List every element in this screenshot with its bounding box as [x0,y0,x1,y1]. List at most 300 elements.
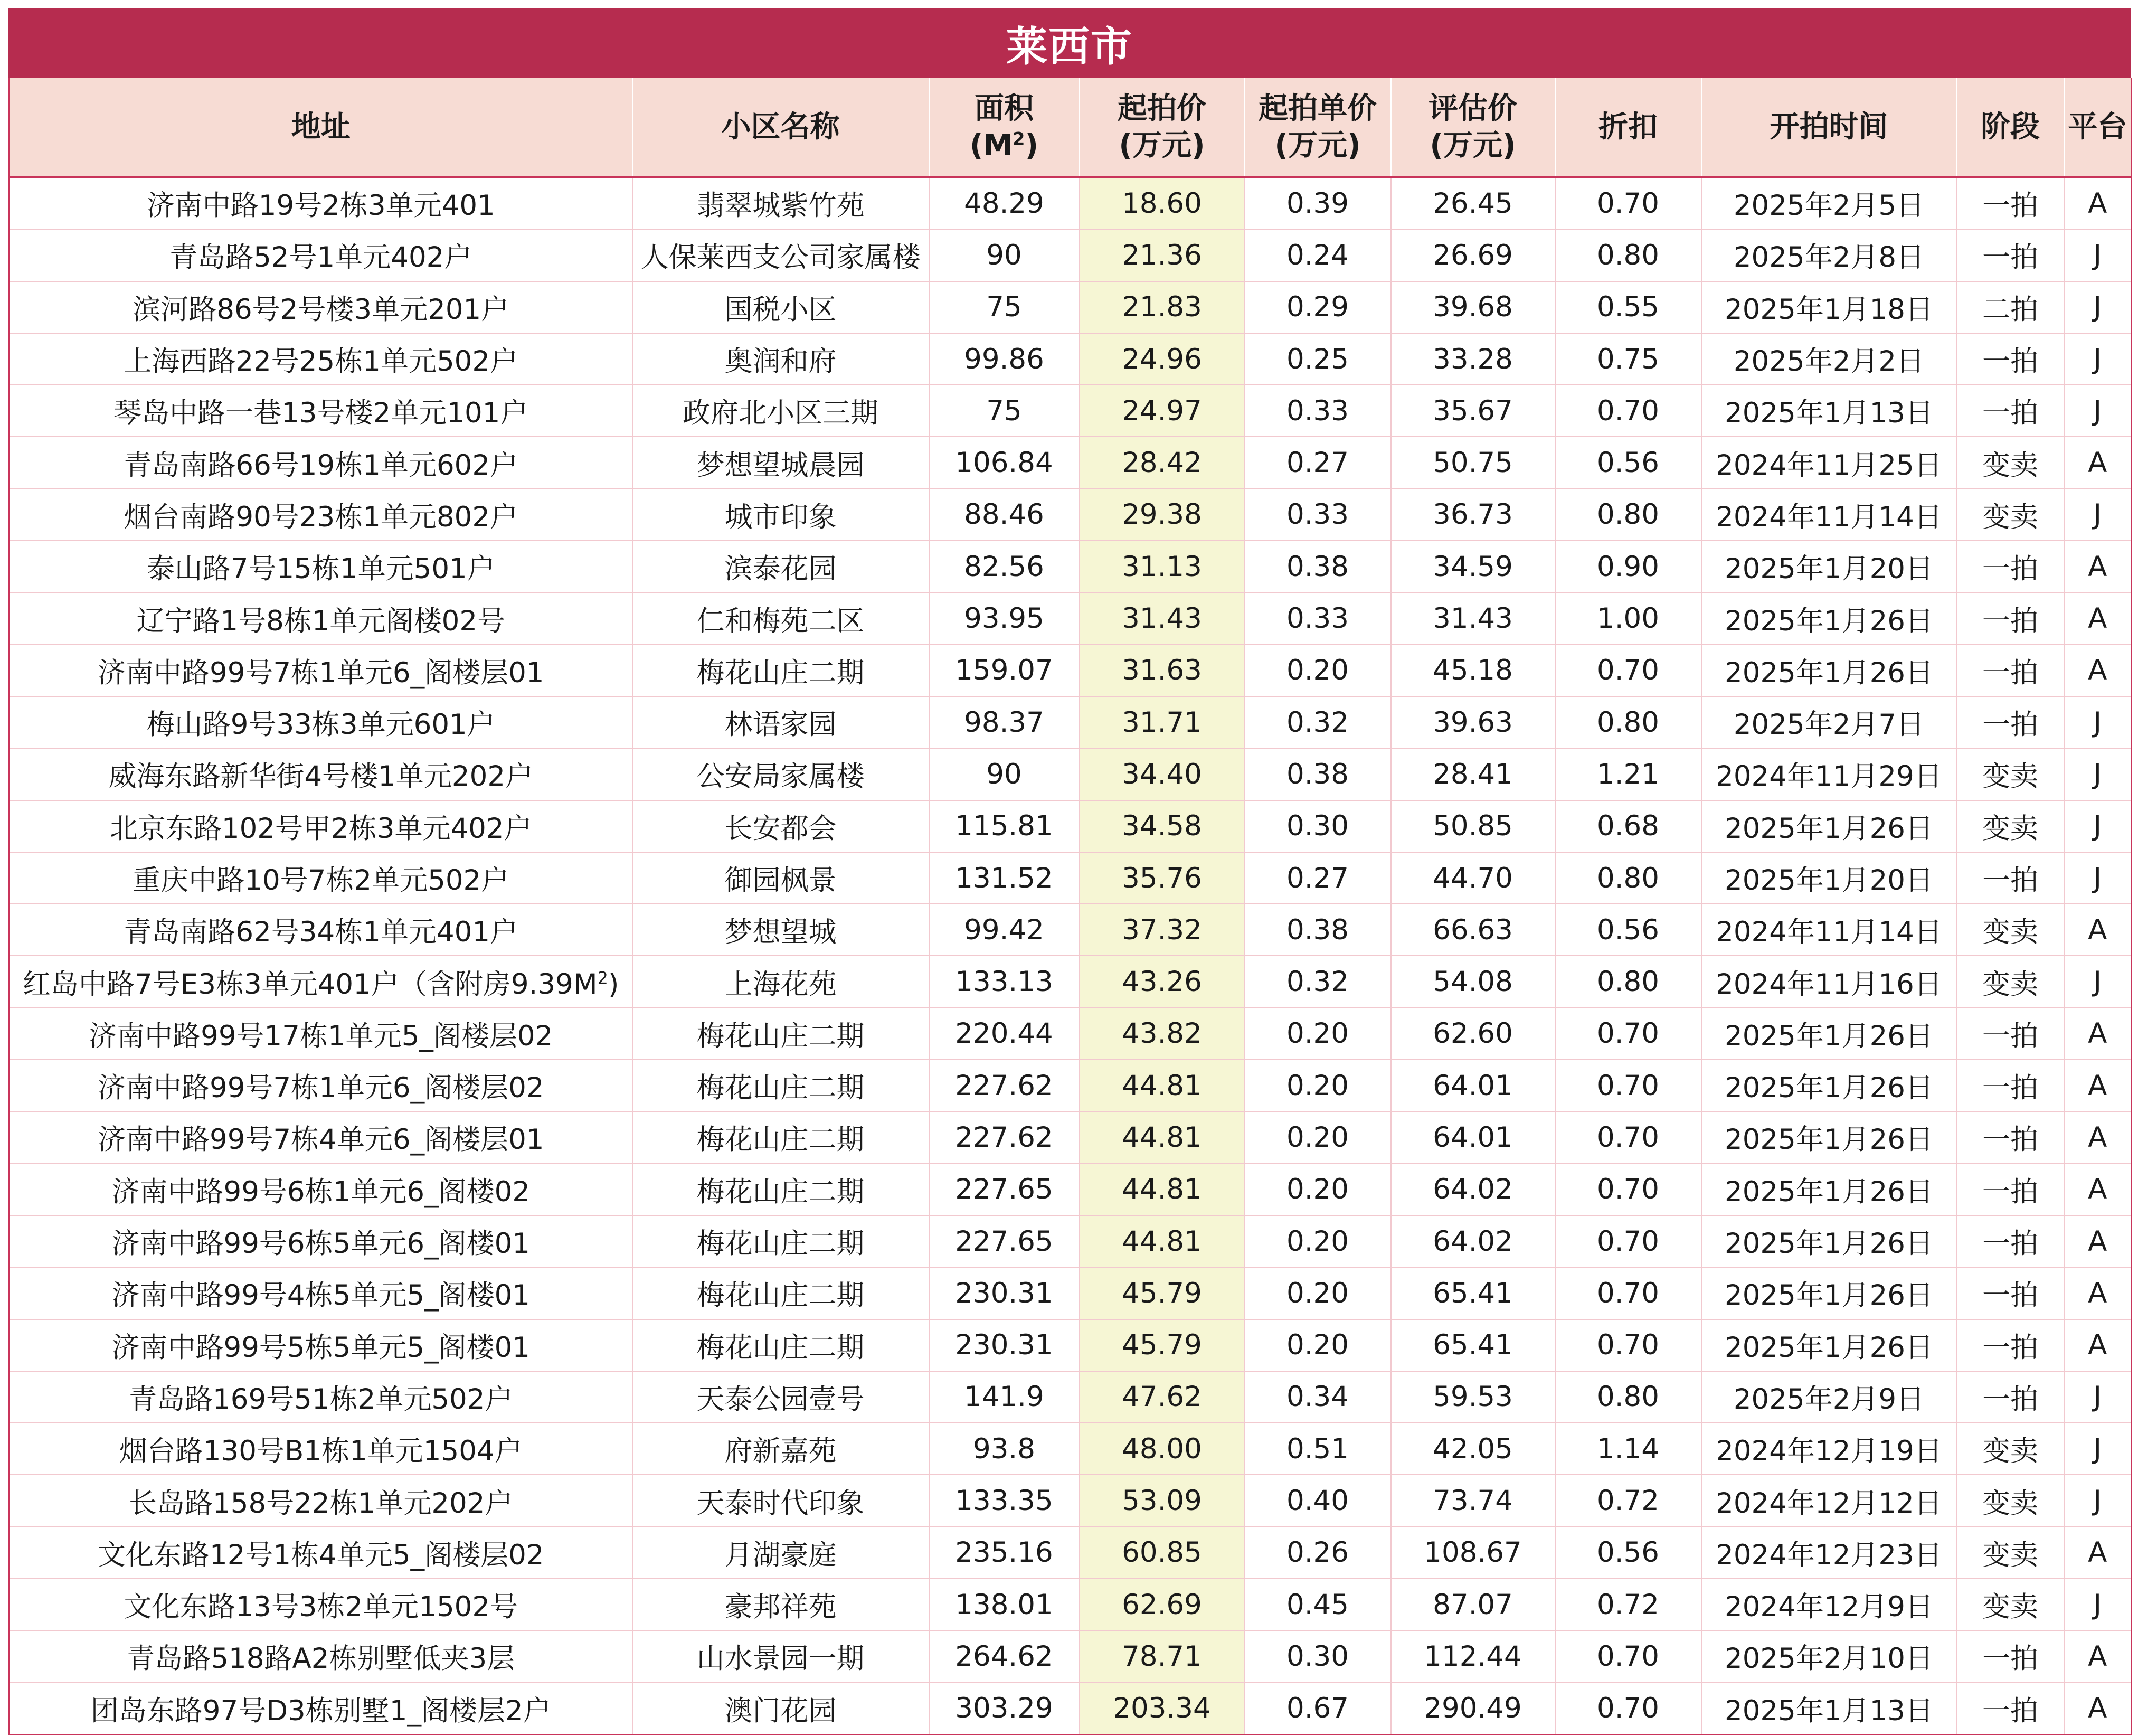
cell-address: 青岛路169号51栋2单元502户 [10,1371,632,1423]
cell-unit-price: 0.38 [1245,748,1391,800]
cell-address: 济南中路99号6栋5单元6_阁楼01 [10,1215,632,1267]
cell-platform: A [2064,1008,2132,1060]
cell-start-time: 2025年2月8日 [1701,229,1957,281]
cell-stage: 一拍 [1957,1630,2064,1682]
cell-area: 220.44 [929,1008,1080,1060]
cell-community: 梅花山庄二期 [632,1215,929,1267]
cell-platform: J [2064,800,2132,852]
header-unit-price-unit: (万元) [1274,128,1361,163]
cell-stage: 一拍 [1957,592,2064,644]
cell-community: 御园枫景 [632,852,929,904]
cell-stage: 一拍 [1957,1319,2064,1371]
cell-platform: A [2064,541,2132,592]
table-row [10,1579,2132,1630]
cell-start-time: 2025年1月13日 [1701,1683,1957,1735]
cell-discount: 0.72 [1555,1579,1701,1630]
cell-community: 澳门花园 [632,1683,929,1735]
cell-address: 威海东路新华街4号楼1单元202户 [10,748,632,800]
cell-platform: J [2064,748,2132,800]
cell-stage: 一拍 [1957,696,2064,748]
cell-stage: 变卖 [1957,904,2064,956]
cell-community: 翡翠城紫竹苑 [632,177,929,230]
table-row [10,333,2132,385]
table-row [10,177,2132,230]
cell-platform: A [2064,1319,2132,1371]
cell-start-price: 60.85 [1080,1527,1245,1579]
cell-unit-price: 0.38 [1245,904,1391,956]
cell-start-price: 31.13 [1080,541,1245,592]
cell-discount: 0.72 [1555,1475,1701,1526]
cell-unit-price: 0.20 [1245,1008,1391,1060]
cell-eval-price: 28.41 [1391,748,1555,800]
cell-address: 辽宁路1号8栋1单元阁楼02号 [10,592,632,644]
cell-platform: A [2064,1683,2132,1735]
table-row [10,852,2132,904]
cell-eval-price: 26.45 [1391,177,1555,230]
cell-discount: 0.70 [1555,1319,1701,1371]
cell-area: 99.42 [929,904,1080,956]
cell-start-price: 24.96 [1080,333,1245,385]
cell-eval-price: 50.85 [1391,800,1555,852]
cell-platform: A [2064,1267,2132,1319]
cell-eval-price: 59.53 [1391,1371,1555,1423]
cell-area: 88.46 [929,489,1080,541]
cell-start-time: 2025年1月26日 [1701,1060,1957,1111]
cell-unit-price: 0.27 [1245,852,1391,904]
cell-area: 90 [929,229,1080,281]
cell-start-time: 2025年1月26日 [1701,1267,1957,1319]
cell-address: 青岛南路62号34栋1单元401户 [10,904,632,956]
cell-eval-price: 108.67 [1391,1527,1555,1579]
cell-community: 天泰公园壹号 [632,1371,929,1423]
cell-discount: 1.14 [1555,1423,1701,1475]
cell-discount: 0.56 [1555,904,1701,956]
cell-unit-price: 0.32 [1245,696,1391,748]
cell-discount: 0.56 [1555,1527,1701,1579]
cell-eval-price: 36.73 [1391,489,1555,541]
cell-start-price: 21.83 [1080,281,1245,333]
cell-start-time: 2025年1月26日 [1701,1111,1957,1163]
cell-area: 227.65 [929,1164,1080,1215]
cell-start-price: 44.81 [1080,1164,1245,1215]
cell-address: 琴岛中路一巷13号楼2单元101户 [10,385,632,437]
cell-community: 梅花山庄二期 [632,1164,929,1215]
auction-table [8,78,2132,1735]
cell-area: 99.86 [929,333,1080,385]
cell-area: 141.9 [929,1371,1080,1423]
cell-start-price: 44.81 [1080,1060,1245,1111]
cell-address: 泰山路7号15栋1单元501户 [10,541,632,592]
cell-area: 82.56 [929,541,1080,592]
cell-discount: 0.56 [1555,437,1701,488]
cell-start-price: 62.69 [1080,1579,1245,1630]
cell-area: 230.31 [929,1319,1080,1371]
cell-area: 131.52 [929,852,1080,904]
cell-unit-price: 0.20 [1245,1164,1391,1215]
cell-address: 烟台路130号B1栋1单元1504户 [10,1423,632,1475]
cell-address: 长岛路158号22栋1单元202户 [10,1475,632,1526]
sheet-title: 莱西市 [8,8,2131,78]
table-row [10,1267,2132,1319]
cell-start-time: 2025年1月20日 [1701,541,1957,592]
cell-start-time: 2025年1月13日 [1701,385,1957,437]
cell-community: 仁和梅苑二区 [632,592,929,644]
cell-start-time: 2024年12月19日 [1701,1423,1957,1475]
cell-unit-price: 0.20 [1245,1060,1391,1111]
cell-start-time: 2025年2月7日 [1701,696,1957,748]
cell-platform: A [2064,904,2132,956]
cell-area: 133.13 [929,956,1080,1007]
cell-eval-price: 42.05 [1391,1423,1555,1475]
cell-platform: J [2064,333,2132,385]
cell-area: 159.07 [929,645,1080,696]
cell-area: 230.31 [929,1267,1080,1319]
cell-stage: 一拍 [1957,645,2064,696]
cell-stage: 一拍 [1957,177,2064,230]
cell-address: 济南中路99号6栋1单元6_阁楼02 [10,1164,632,1215]
cell-start-time: 2025年2月2日 [1701,333,1957,385]
cell-unit-price: 0.25 [1245,333,1391,385]
cell-start-time: 2025年1月20日 [1701,852,1957,904]
cell-platform: J [2064,956,2132,1007]
table-row [10,1319,2132,1371]
cell-unit-price: 0.40 [1245,1475,1391,1526]
cell-community: 梅花山庄二期 [632,1267,929,1319]
cell-eval-price: 62.60 [1391,1008,1555,1060]
cell-start-time: 2025年1月26日 [1701,1215,1957,1267]
cell-platform: A [2064,645,2132,696]
cell-address: 青岛南路66号19栋1单元602户 [10,437,632,488]
cell-start-time: 2024年11月14日 [1701,904,1957,956]
cell-discount: 0.80 [1555,852,1701,904]
cell-community: 月湖豪庭 [632,1527,929,1579]
cell-start-price: 35.76 [1080,852,1245,904]
cell-discount: 0.55 [1555,281,1701,333]
auction-table-sheet [8,8,2131,1735]
cell-community: 梅花山庄二期 [632,1060,929,1111]
cell-discount: 0.70 [1555,645,1701,696]
header-eval-price-unit: (万元) [1430,128,1516,163]
cell-start-time: 2024年11月16日 [1701,956,1957,1007]
cell-unit-price: 0.33 [1245,489,1391,541]
cell-area: 48.29 [929,177,1080,230]
cell-unit-price: 0.33 [1245,385,1391,437]
cell-discount: 0.70 [1555,385,1701,437]
cell-platform: J [2064,696,2132,748]
table-row [10,592,2132,644]
cell-area: 93.8 [929,1423,1080,1475]
cell-platform: A [2064,1527,2132,1579]
table-row [10,541,2132,592]
header-discount: 折扣 [1555,78,1701,177]
table-row [10,1060,2132,1111]
cell-unit-price: 0.45 [1245,1579,1391,1630]
cell-start-time: 2025年1月18日 [1701,281,1957,333]
cell-start-price: 78.71 [1080,1630,1245,1682]
cell-platform: J [2064,385,2132,437]
cell-discount: 0.80 [1555,1371,1701,1423]
cell-start-price: 34.40 [1080,748,1245,800]
cell-community: 梅花山庄二期 [632,645,929,696]
cell-community: 政府北小区三期 [632,385,929,437]
table-row [10,1371,2132,1423]
table-row [10,437,2132,488]
header-community: 小区名称 [632,78,929,177]
cell-community: 滨泰花园 [632,541,929,592]
cell-eval-price: 33.28 [1391,333,1555,385]
cell-unit-price: 0.26 [1245,1527,1391,1579]
cell-discount: 0.70 [1555,1111,1701,1163]
cell-unit-price: 0.20 [1245,1215,1391,1267]
cell-eval-price: 64.01 [1391,1111,1555,1163]
cell-start-time: 2024年12月23日 [1701,1527,1957,1579]
cell-start-price: 203.34 [1080,1683,1245,1735]
cell-start-time: 2024年11月25日 [1701,437,1957,488]
table-row [10,904,2132,956]
header-start-price: 起拍价 (万元) [1080,78,1245,177]
cell-eval-price: 290.49 [1391,1683,1555,1735]
table-row [10,1215,2132,1267]
cell-community: 公安局家属楼 [632,748,929,800]
cell-eval-price: 45.18 [1391,645,1555,696]
cell-eval-price: 31.43 [1391,592,1555,644]
cell-platform: J [2064,281,2132,333]
cell-stage: 一拍 [1957,1371,2064,1423]
cell-start-price: 37.32 [1080,904,1245,956]
cell-area: 75 [929,281,1080,333]
cell-area: 133.35 [929,1475,1080,1526]
cell-address: 滨河路86号2号楼3单元201户 [10,281,632,333]
cell-start-price: 45.79 [1080,1267,1245,1319]
cell-address: 济南中路99号17栋1单元5_阁楼层02 [10,1008,632,1060]
cell-community: 梦想望城 [632,904,929,956]
table-row [10,489,2132,541]
table-header [10,78,2132,177]
cell-platform: A [2064,1164,2132,1215]
cell-discount: 0.80 [1555,489,1701,541]
cell-start-time: 2025年1月26日 [1701,1319,1957,1371]
cell-address: 文化东路12号1栋4单元5_阁楼层02 [10,1527,632,1579]
cell-eval-price: 39.68 [1391,281,1555,333]
cell-eval-price: 26.69 [1391,229,1555,281]
cell-start-time: 2025年2月10日 [1701,1630,1957,1682]
header-row [10,78,2132,177]
cell-start-time: 2025年1月26日 [1701,592,1957,644]
table-row [10,1475,2132,1526]
table-row [10,385,2132,437]
cell-area: 75 [929,385,1080,437]
cell-platform: A [2064,177,2132,230]
cell-stage: 一拍 [1957,385,2064,437]
cell-area: 115.81 [929,800,1080,852]
table-row [10,696,2132,748]
table-row [10,1630,2132,1682]
cell-community: 国税小区 [632,281,929,333]
cell-eval-price: 39.63 [1391,696,1555,748]
cell-start-price: 43.82 [1080,1008,1245,1060]
cell-eval-price: 44.70 [1391,852,1555,904]
cell-unit-price: 0.29 [1245,281,1391,333]
cell-address: 青岛路518路A2栋别墅低夹3层 [10,1630,632,1682]
cell-eval-price: 64.02 [1391,1215,1555,1267]
cell-unit-price: 0.20 [1245,1111,1391,1163]
cell-discount: 0.75 [1555,333,1701,385]
table-row [10,1423,2132,1475]
cell-unit-price: 0.27 [1245,437,1391,488]
cell-eval-price: 64.02 [1391,1164,1555,1215]
cell-stage: 变卖 [1957,956,2064,1007]
cell-stage: 变卖 [1957,1579,2064,1630]
cell-address: 重庆中路10号7栋2单元502户 [10,852,632,904]
header-address: 地址 [10,78,632,177]
cell-area: 93.95 [929,592,1080,644]
cell-eval-price: 50.75 [1391,437,1555,488]
cell-address: 济南中路99号5栋5单元5_阁楼01 [10,1319,632,1371]
cell-community: 山水景园一期 [632,1630,929,1682]
cell-start-time: 2024年11月14日 [1701,489,1957,541]
cell-community: 奥润和府 [632,333,929,385]
cell-platform: J [2064,1423,2132,1475]
cell-area: 303.29 [929,1683,1080,1735]
cell-start-time: 2025年1月26日 [1701,645,1957,696]
cell-discount: 0.70 [1555,177,1701,230]
table-row [10,1527,2132,1579]
cell-start-price: 47.62 [1080,1371,1245,1423]
cell-area: 235.16 [929,1527,1080,1579]
cell-discount: 0.80 [1555,696,1701,748]
cell-community: 梦想望城晨园 [632,437,929,488]
cell-discount: 1.00 [1555,592,1701,644]
cell-start-time: 2025年1月26日 [1701,800,1957,852]
cell-platform: A [2064,1111,2132,1163]
cell-start-price: 31.43 [1080,592,1245,644]
cell-discount: 0.70 [1555,1164,1701,1215]
cell-eval-price: 65.41 [1391,1267,1555,1319]
cell-community: 天泰时代印象 [632,1475,929,1526]
cell-platform: J [2064,1475,2132,1526]
table-row [10,800,2132,852]
table-row [10,1008,2132,1060]
cell-address: 梅山路9号33栋3单元601户 [10,696,632,748]
cell-platform: J [2064,1371,2132,1423]
cell-unit-price: 0.30 [1245,1630,1391,1682]
cell-address: 文化东路13号3栋2单元1502号 [10,1579,632,1630]
cell-discount: 0.70 [1555,1630,1701,1682]
table-row [10,645,2132,696]
cell-eval-price: 54.08 [1391,956,1555,1007]
cell-platform: J [2064,1579,2132,1630]
header-start-time: 开拍时间 [1701,78,1957,177]
cell-community: 梅花山庄二期 [632,1008,929,1060]
cell-start-time: 2024年12月12日 [1701,1475,1957,1526]
cell-area: 227.62 [929,1060,1080,1111]
cell-stage: 二拍 [1957,281,2064,333]
cell-stage: 一拍 [1957,541,2064,592]
cell-area: 227.62 [929,1111,1080,1163]
cell-start-price: 44.81 [1080,1215,1245,1267]
cell-stage: 变卖 [1957,1475,2064,1526]
cell-eval-price: 112.44 [1391,1630,1555,1682]
cell-start-price: 43.26 [1080,956,1245,1007]
cell-unit-price: 0.38 [1245,541,1391,592]
header-unit-price: 起拍单价 (万元) [1245,78,1391,177]
cell-unit-price: 0.24 [1245,229,1391,281]
cell-area: 227.65 [929,1215,1080,1267]
cell-unit-price: 0.30 [1245,800,1391,852]
cell-community: 梅花山庄二期 [632,1111,929,1163]
cell-start-price: 31.63 [1080,645,1245,696]
cell-stage: 变卖 [1957,800,2064,852]
cell-discount: 0.70 [1555,1683,1701,1735]
cell-unit-price: 0.51 [1245,1423,1391,1475]
cell-community: 长安都会 [632,800,929,852]
cell-platform: J [2064,229,2132,281]
cell-platform: J [2064,489,2132,541]
table-row [10,1164,2132,1215]
cell-address: 济南中路99号4栋5单元5_阁楼01 [10,1267,632,1319]
cell-start-price: 29.38 [1080,489,1245,541]
cell-community: 府新嘉苑 [632,1423,929,1475]
cell-stage: 一拍 [1957,1060,2064,1111]
cell-start-time: 2025年2月9日 [1701,1371,1957,1423]
cell-stage: 变卖 [1957,1423,2064,1475]
table-row [10,1683,2132,1735]
cell-eval-price: 87.07 [1391,1579,1555,1630]
cell-address: 济南中路99号7栋1单元6_阁楼层02 [10,1060,632,1111]
cell-discount: 0.68 [1555,800,1701,852]
cell-unit-price: 0.67 [1245,1683,1391,1735]
cell-unit-price: 0.33 [1245,592,1391,644]
cell-start-price: 53.09 [1080,1475,1245,1526]
cell-area: 90 [929,748,1080,800]
cell-address: 济南中路99号7栋1单元6_阁楼层01 [10,645,632,696]
header-area [929,78,1080,177]
cell-eval-price: 35.67 [1391,385,1555,437]
cell-discount: 1.21 [1555,748,1701,800]
cell-start-price: 28.42 [1080,437,1245,488]
header-platform: 平台 [2064,78,2132,177]
cell-stage: 一拍 [1957,852,2064,904]
cell-stage: 变卖 [1957,489,2064,541]
cell-address: 烟台南路90号23栋1单元802户 [10,489,632,541]
cell-start-price: 45.79 [1080,1319,1245,1371]
cell-discount: 0.70 [1555,1267,1701,1319]
cell-eval-price: 73.74 [1391,1475,1555,1526]
header-stage: 阶段 [1957,78,2064,177]
table-row [10,281,2132,333]
cell-discount: 0.80 [1555,956,1701,1007]
cell-stage: 变卖 [1957,748,2064,800]
cell-stage: 一拍 [1957,1008,2064,1060]
cell-stage: 一拍 [1957,1164,2064,1215]
header-area-label: 面积 [975,91,1034,126]
cell-community: 林语家园 [632,696,929,748]
header-eval-price: 评估价 (万元) [1391,78,1555,177]
cell-start-time: 2025年2月5日 [1701,177,1957,230]
cell-unit-price: 0.20 [1245,1267,1391,1319]
cell-platform: A [2064,1060,2132,1111]
cell-start-price: 31.71 [1080,696,1245,748]
cell-discount: 0.70 [1555,1215,1701,1267]
cell-stage: 一拍 [1957,1111,2064,1163]
cell-area: 106.84 [929,437,1080,488]
table-body [10,177,2132,1735]
cell-address: 济南中路19号2栋3单元401 [10,177,632,230]
cell-eval-price: 34.59 [1391,541,1555,592]
cell-unit-price: 0.20 [1245,1319,1391,1371]
cell-discount: 0.70 [1555,1060,1701,1111]
cell-community: 豪邦祥苑 [632,1579,929,1630]
